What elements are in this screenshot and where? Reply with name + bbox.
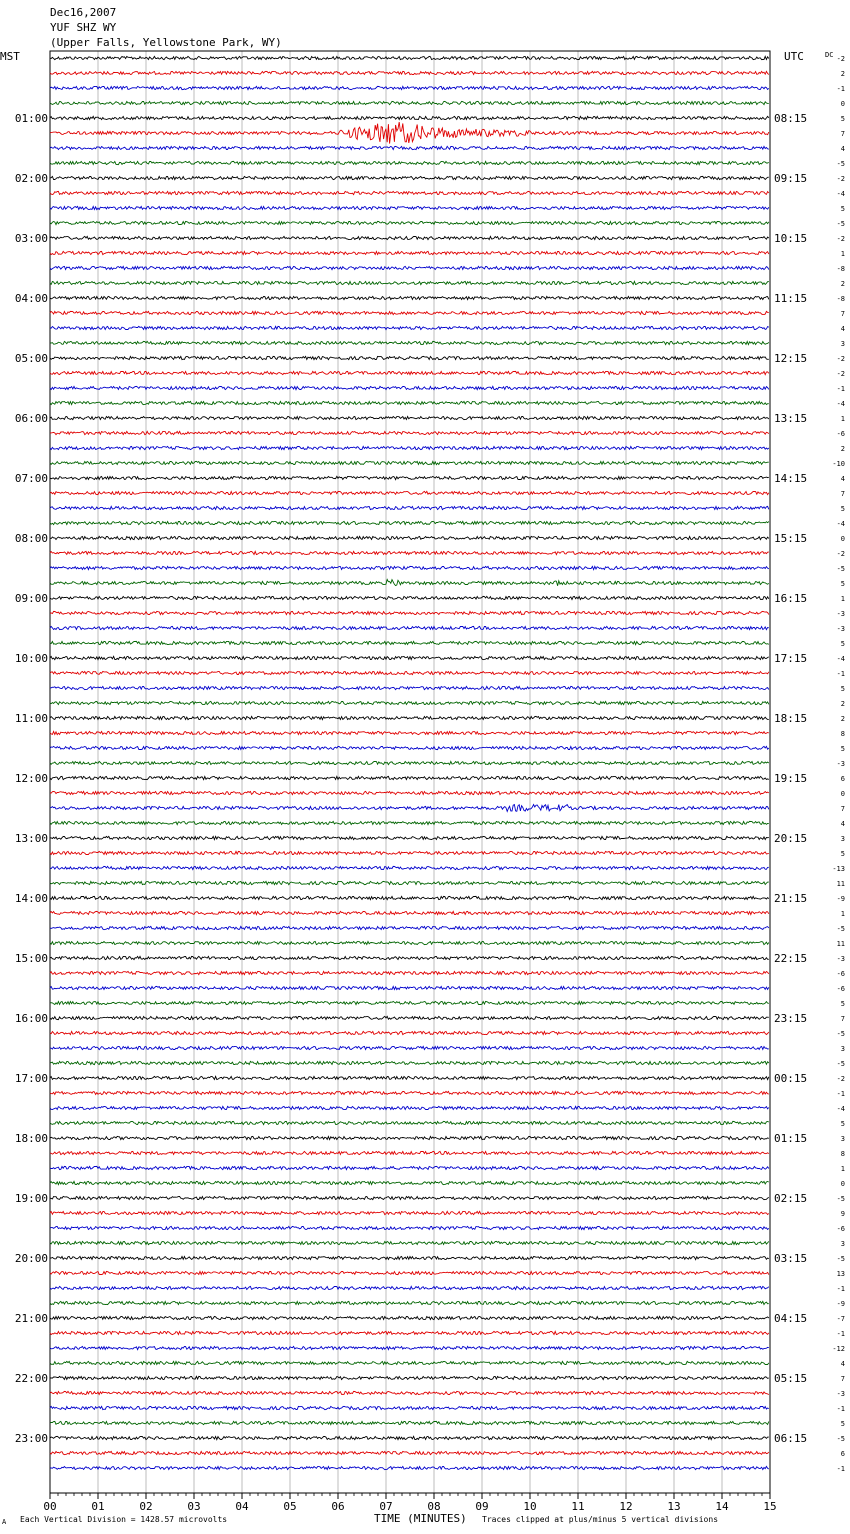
trace-77 bbox=[50, 1211, 769, 1214]
trace-11 bbox=[50, 221, 769, 224]
dc-offset-label: 2 bbox=[840, 715, 845, 723]
dc-offset-label: 6 bbox=[840, 775, 845, 783]
trace-93 bbox=[50, 1451, 769, 1454]
dc-offset-label: 0 bbox=[840, 100, 845, 108]
trace-62 bbox=[50, 986, 769, 989]
trace-56 bbox=[50, 896, 769, 899]
right-time-label: 22:15 bbox=[774, 952, 808, 965]
station-code: YUF SHZ WY bbox=[50, 21, 117, 34]
dc-offset-label: -8 bbox=[836, 295, 845, 303]
dc-offset-label: -4 bbox=[836, 1105, 845, 1113]
dc-offset-label: -1 bbox=[836, 1330, 845, 1338]
dc-offset-label: 5 bbox=[840, 850, 845, 858]
trace-73 bbox=[50, 1151, 769, 1154]
trace-24 bbox=[50, 416, 769, 419]
dc-offset-label: 7 bbox=[840, 130, 845, 138]
dc-offset-label: -5 bbox=[836, 925, 845, 933]
trace-47 bbox=[50, 761, 769, 764]
left-time-label: 06:00 bbox=[14, 412, 48, 425]
trace-31 bbox=[50, 521, 769, 524]
trace-37 bbox=[50, 611, 769, 614]
trace-84 bbox=[50, 1316, 769, 1319]
dc-offset-label: -5 bbox=[836, 1060, 845, 1068]
left-time-label: 16:00 bbox=[14, 1012, 48, 1025]
left-time-label: 01:00 bbox=[14, 112, 48, 125]
dc-offset-label: 2 bbox=[840, 700, 845, 708]
left-time-label: 18:00 bbox=[14, 1132, 48, 1145]
trace-27 bbox=[50, 461, 769, 464]
dc-offset-label: -10 bbox=[832, 460, 845, 468]
trace-72 bbox=[50, 1136, 769, 1139]
trace-18 bbox=[50, 326, 769, 329]
dc-offset-label: 5 bbox=[840, 1000, 845, 1008]
trace-12 bbox=[50, 236, 769, 239]
left-time-label: 12:00 bbox=[14, 772, 48, 785]
left-zone-label: MST bbox=[0, 50, 20, 63]
trace-42 bbox=[50, 686, 769, 689]
dc-offset-label: -7 bbox=[836, 1315, 845, 1323]
dc-offset-label: 0 bbox=[840, 790, 845, 798]
dc-offset-label: -3 bbox=[836, 610, 845, 618]
trace-40 bbox=[50, 656, 769, 659]
right-time-label: 13:15 bbox=[774, 412, 808, 425]
dc-offset-label: -2 bbox=[836, 355, 845, 363]
trace-65 bbox=[50, 1031, 769, 1034]
left-time-label: 08:00 bbox=[14, 532, 48, 545]
trace-13 bbox=[50, 251, 769, 254]
dc-offset-label: 0 bbox=[840, 535, 845, 543]
right-time-label: 11:15 bbox=[774, 292, 808, 305]
dc-offset-label: -13 bbox=[832, 865, 845, 873]
dc-offset-label: 5 bbox=[840, 115, 845, 123]
dc-offset-label: -3 bbox=[836, 625, 845, 633]
dc-offset-label: 5 bbox=[840, 745, 845, 753]
trace-74 bbox=[50, 1166, 769, 1169]
dc-offset-label: -4 bbox=[836, 520, 845, 528]
x-tick-label: 09 bbox=[475, 1500, 489, 1513]
dc-offset-label: -1 bbox=[836, 1090, 845, 1098]
dc-offset-label: -4 bbox=[836, 400, 845, 408]
x-tick-label: 14 bbox=[715, 1500, 729, 1513]
x-tick-label: 01 bbox=[91, 1500, 105, 1513]
dc-offset-label: 0 bbox=[840, 1180, 845, 1188]
left-time-label: 14:00 bbox=[14, 892, 48, 905]
dc-offset-label: -5 bbox=[836, 1435, 845, 1443]
left-time-label: 19:00 bbox=[14, 1192, 48, 1205]
x-tick-label: 04 bbox=[235, 1500, 249, 1513]
left-time-label: 07:00 bbox=[14, 472, 48, 485]
dc-offset-label: -5 bbox=[836, 1255, 845, 1263]
right-time-label: 23:15 bbox=[774, 1012, 808, 1025]
dc-offset-label: -5 bbox=[836, 1030, 845, 1038]
right-time-label: 08:15 bbox=[774, 112, 808, 125]
trace-71 bbox=[50, 1121, 769, 1124]
right-time-label: 09:15 bbox=[774, 172, 808, 185]
trace-1 bbox=[50, 71, 769, 74]
left-time-label: 10:00 bbox=[14, 652, 48, 665]
trace-58 bbox=[50, 926, 769, 929]
right-time-label: 21:15 bbox=[774, 892, 808, 905]
dc-offset-label: -6 bbox=[836, 1225, 845, 1233]
station-location: (Upper Falls, Yellowstone Park, WY) bbox=[50, 36, 282, 49]
right-time-label: 12:15 bbox=[774, 352, 808, 365]
dc-offset-label: -1 bbox=[836, 1285, 845, 1293]
trace-43 bbox=[50, 701, 769, 704]
trace-28 bbox=[50, 476, 769, 479]
right-time-label: 10:15 bbox=[774, 232, 808, 245]
trace-61 bbox=[50, 971, 769, 974]
dc-offset-label: 4 bbox=[840, 145, 845, 153]
trace-63 bbox=[50, 1001, 769, 1004]
left-time-label: 23:00 bbox=[14, 1432, 48, 1445]
dc-offset-label: -1 bbox=[836, 1405, 845, 1413]
trace-91 bbox=[50, 1421, 769, 1424]
trace-30 bbox=[50, 506, 769, 509]
trace-7 bbox=[50, 161, 769, 164]
trace-81 bbox=[50, 1271, 769, 1274]
dc-offset-label: -4 bbox=[836, 190, 845, 198]
dc-offset-label: -2 bbox=[836, 175, 845, 183]
left-time-label: 02:00 bbox=[14, 172, 48, 185]
scale-note: Each Vertical Division = 1428.57 microvolts bbox=[20, 1515, 228, 1524]
dc-offset-label: 3 bbox=[840, 835, 845, 843]
dc-offset-label: -6 bbox=[836, 430, 845, 438]
right-time-label: 03:15 bbox=[774, 1252, 808, 1265]
x-tick-label: 15 bbox=[763, 1500, 777, 1513]
trace-25 bbox=[50, 431, 769, 434]
dc-offset-label: 5 bbox=[840, 1120, 845, 1128]
trace-48 bbox=[50, 776, 769, 779]
trace-69 bbox=[50, 1091, 769, 1094]
left-time-label: 21:00 bbox=[14, 1312, 48, 1325]
dc-offset-label: 5 bbox=[840, 685, 845, 693]
trace-66 bbox=[50, 1046, 769, 1049]
trace-5 bbox=[50, 122, 769, 144]
dc-offset-label: 8 bbox=[840, 730, 845, 738]
trace-51 bbox=[50, 821, 769, 824]
trace-16 bbox=[50, 296, 769, 299]
trace-64 bbox=[50, 1016, 769, 1019]
trace-33 bbox=[50, 551, 769, 554]
trace-94 bbox=[50, 1466, 769, 1469]
trace-14 bbox=[50, 266, 769, 269]
dc-offset-label: 1 bbox=[840, 415, 845, 423]
dc-offset-label: 7 bbox=[840, 805, 845, 813]
dc-offset-label: 5 bbox=[840, 580, 845, 588]
trace-75 bbox=[50, 1181, 769, 1184]
trace-85 bbox=[50, 1331, 769, 1334]
dc-offset-label: 1 bbox=[840, 250, 845, 258]
dc-label: DC bbox=[825, 51, 834, 59]
dc-offset-label: 6 bbox=[840, 1450, 845, 1458]
trace-38 bbox=[50, 626, 769, 629]
right-time-label: 05:15 bbox=[774, 1372, 808, 1385]
left-time-label: 09:00 bbox=[14, 592, 48, 605]
dc-offset-label: 1 bbox=[840, 595, 845, 603]
clip-note: Traces clipped at plus/minus 5 vertical divisions bbox=[482, 1515, 719, 1524]
trace-80 bbox=[50, 1256, 769, 1259]
dc-offset-label: -3 bbox=[836, 760, 845, 768]
trace-10 bbox=[50, 206, 769, 209]
trace-44 bbox=[50, 716, 769, 719]
trace-20 bbox=[50, 356, 769, 359]
trace-0 bbox=[50, 56, 769, 59]
dc-offset-label: 7 bbox=[840, 1375, 845, 1383]
dc-offset-label: -6 bbox=[836, 985, 845, 993]
trace-3 bbox=[50, 101, 769, 104]
dc-offset-label: 3 bbox=[840, 1045, 845, 1053]
dc-offset-label: -2 bbox=[836, 1075, 845, 1083]
trace-55 bbox=[50, 881, 769, 884]
right-time-label: 17:15 bbox=[774, 652, 808, 665]
right-time-label: 00:15 bbox=[774, 1072, 808, 1085]
dc-offset-label: 4 bbox=[840, 475, 845, 483]
dc-offset-label: 7 bbox=[840, 1015, 845, 1023]
trace-89 bbox=[50, 1391, 769, 1394]
dc-offset-label: -8 bbox=[836, 265, 845, 273]
dc-offset-label: -9 bbox=[836, 1300, 845, 1308]
dc-offset-label: -9 bbox=[836, 895, 845, 903]
dc-offset-label: 3 bbox=[840, 1135, 845, 1143]
trace-49 bbox=[50, 791, 769, 794]
x-tick-label: 03 bbox=[187, 1500, 201, 1513]
x-tick-label: 10 bbox=[523, 1500, 537, 1513]
left-time-label: 15:00 bbox=[14, 952, 48, 965]
right-time-label: 19:15 bbox=[774, 772, 808, 785]
right-time-label: 16:15 bbox=[774, 592, 808, 605]
x-tick-label: 00 bbox=[43, 1500, 57, 1513]
trace-52 bbox=[50, 836, 769, 839]
dc-offset-label: 2 bbox=[840, 445, 845, 453]
trace-8 bbox=[50, 176, 769, 179]
left-time-label: 22:00 bbox=[14, 1372, 48, 1385]
dc-offset-label: -12 bbox=[832, 1345, 845, 1353]
trace-82 bbox=[50, 1286, 769, 1289]
trace-36 bbox=[50, 596, 769, 599]
left-time-label: 04:00 bbox=[14, 292, 48, 305]
dc-offset-label: -3 bbox=[836, 955, 845, 963]
dc-offset-label: 5 bbox=[840, 1420, 845, 1428]
trace-46 bbox=[50, 746, 769, 749]
x-tick-label: 05 bbox=[283, 1500, 297, 1513]
dc-offset-label: -3 bbox=[836, 1390, 845, 1398]
trace-39 bbox=[50, 641, 769, 644]
dc-offset-label: -4 bbox=[836, 655, 845, 663]
trace-60 bbox=[50, 956, 769, 959]
dc-offset-label: 3 bbox=[840, 1240, 845, 1248]
left-time-label: 13:00 bbox=[14, 832, 48, 845]
right-time-label: 01:15 bbox=[774, 1132, 808, 1145]
dc-offset-label: 7 bbox=[840, 310, 845, 318]
right-time-label: 14:15 bbox=[774, 472, 808, 485]
dc-offset-label: -1 bbox=[836, 1465, 845, 1473]
trace-68 bbox=[50, 1076, 769, 1079]
dc-offset-label: 11 bbox=[836, 880, 845, 888]
right-time-label: 06:15 bbox=[774, 1432, 808, 1445]
dc-offset-label: 9 bbox=[840, 1210, 845, 1218]
trace-34 bbox=[50, 566, 769, 569]
dc-offset-label: 5 bbox=[840, 640, 845, 648]
x-tick-label: 13 bbox=[667, 1500, 681, 1513]
trace-67 bbox=[50, 1061, 769, 1064]
trace-45 bbox=[50, 731, 769, 734]
x-axis-title: TIME (MINUTES) bbox=[374, 1512, 467, 1525]
left-time-label: 03:00 bbox=[14, 232, 48, 245]
dc-offset-label: -2 bbox=[836, 370, 845, 378]
dc-offset-label: -2 bbox=[836, 235, 845, 243]
trace-15 bbox=[50, 281, 769, 284]
trace-86 bbox=[50, 1346, 769, 1349]
trace-22 bbox=[50, 386, 769, 389]
dc-offset-label: 4 bbox=[840, 1360, 845, 1368]
trace-53 bbox=[50, 851, 769, 854]
trace-70 bbox=[50, 1106, 769, 1109]
trace-79 bbox=[50, 1241, 769, 1244]
dc-offset-label: 5 bbox=[840, 205, 845, 213]
left-time-label: 17:00 bbox=[14, 1072, 48, 1085]
trace-29 bbox=[50, 491, 769, 494]
dc-offset-label: -2 bbox=[836, 55, 845, 63]
dc-offset-label: 2 bbox=[840, 280, 845, 288]
trace-32 bbox=[50, 536, 769, 539]
right-time-label: 15:15 bbox=[774, 532, 808, 545]
record-date: Dec16,2007 bbox=[50, 6, 117, 19]
dc-offset-label: -5 bbox=[836, 160, 845, 168]
trace-2 bbox=[50, 86, 769, 89]
x-tick-label: 11 bbox=[571, 1500, 585, 1513]
right-zone-label: UTC bbox=[784, 50, 804, 63]
dc-offset-label: -1 bbox=[836, 670, 845, 678]
trace-50 bbox=[50, 805, 769, 812]
dc-offset-label: -1 bbox=[836, 385, 845, 393]
dc-offset-label: 4 bbox=[840, 325, 845, 333]
trace-54 bbox=[50, 866, 769, 869]
trace-92 bbox=[50, 1436, 769, 1439]
x-tick-label: 12 bbox=[619, 1500, 633, 1513]
trace-4 bbox=[50, 116, 769, 119]
trace-90 bbox=[50, 1406, 769, 1409]
dc-offset-label: 5 bbox=[840, 505, 845, 513]
left-time-label: 05:00 bbox=[14, 352, 48, 365]
dc-offset-label: 2 bbox=[840, 70, 845, 78]
left-time-label: 20:00 bbox=[14, 1252, 48, 1265]
left-time-label: 11:00 bbox=[14, 712, 48, 725]
dc-offset-label: 3 bbox=[840, 340, 845, 348]
dc-offset-label: -5 bbox=[836, 565, 845, 573]
trace-88 bbox=[50, 1376, 769, 1379]
right-time-label: 02:15 bbox=[774, 1192, 808, 1205]
dc-offset-label: 8 bbox=[840, 1150, 845, 1158]
trace-19 bbox=[50, 341, 769, 344]
dc-offset-label: 11 bbox=[836, 940, 845, 948]
trace-76 bbox=[50, 1196, 769, 1199]
x-tick-label: 02 bbox=[139, 1500, 153, 1513]
right-time-label: 04:15 bbox=[774, 1312, 808, 1325]
trace-35 bbox=[50, 580, 769, 586]
trace-23 bbox=[50, 401, 769, 404]
dc-offset-label: 7 bbox=[840, 490, 845, 498]
dc-offset-label: -1 bbox=[836, 85, 845, 93]
x-tick-label: 08 bbox=[427, 1500, 441, 1513]
trace-21 bbox=[50, 371, 769, 374]
dc-offset-label: -6 bbox=[836, 970, 845, 978]
trace-9 bbox=[50, 191, 769, 194]
dc-offset-label: 13 bbox=[836, 1270, 845, 1278]
x-tick-label: 07 bbox=[379, 1500, 393, 1513]
trace-26 bbox=[50, 446, 769, 449]
trace-6 bbox=[50, 146, 769, 149]
dc-offset-label: -5 bbox=[836, 1195, 845, 1203]
trace-78 bbox=[50, 1226, 769, 1229]
trace-57 bbox=[50, 911, 769, 914]
right-time-label: 18:15 bbox=[774, 712, 808, 725]
dc-offset-label: 4 bbox=[840, 820, 845, 828]
trace-87 bbox=[50, 1361, 769, 1364]
x-tick-label: 06 bbox=[331, 1500, 345, 1513]
right-time-label: 20:15 bbox=[774, 832, 808, 845]
dc-offset-label: 1 bbox=[840, 910, 845, 918]
footer-mark: A bbox=[2, 1518, 7, 1526]
dc-offset-label: -5 bbox=[836, 220, 845, 228]
dc-offset-label: -2 bbox=[836, 550, 845, 558]
trace-17 bbox=[50, 311, 769, 314]
dc-offset-label: 1 bbox=[840, 1165, 845, 1173]
trace-41 bbox=[50, 671, 769, 674]
trace-83 bbox=[50, 1301, 769, 1304]
trace-59 bbox=[50, 941, 769, 944]
